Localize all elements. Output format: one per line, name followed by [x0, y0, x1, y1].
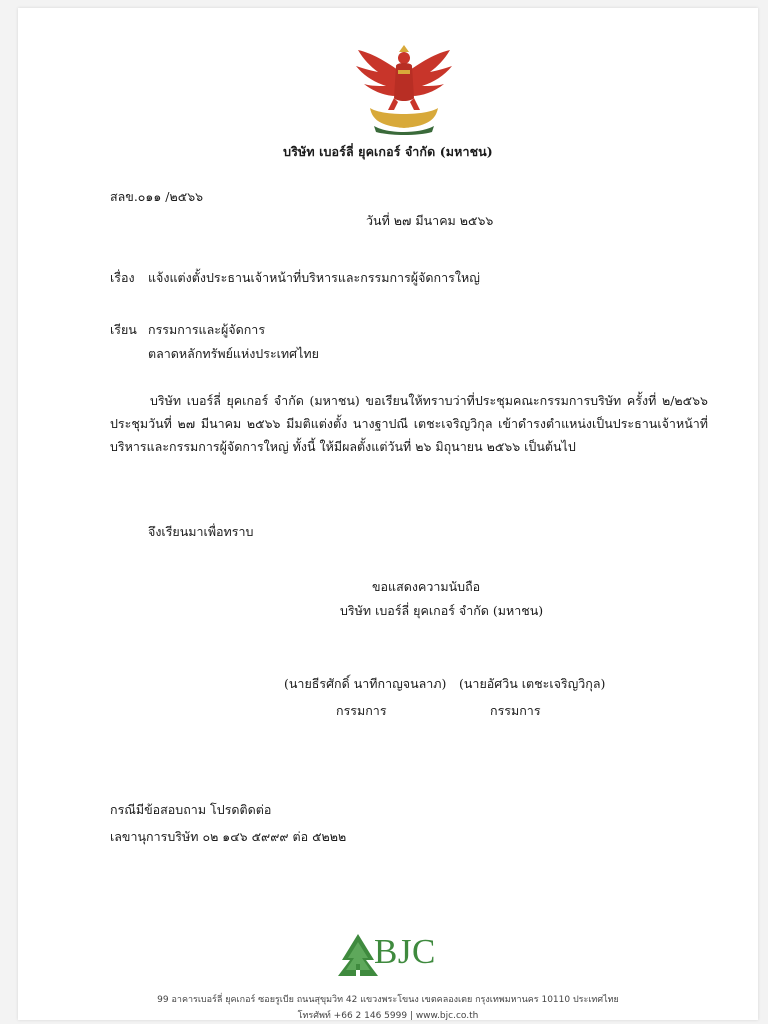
- subject-label: เรื่อง: [110, 270, 135, 285]
- company-title: บริษัท เบอร์ลี่ ยุคเกอร์ จำกัด (มหาชน): [283, 144, 493, 159]
- garuda-emblem-icon: [352, 44, 456, 136]
- letter-body: บริษัท เบอร์ลี่ ยุคเกอร์ จำกัด (มหาชน) ขอเรียนให้ทราบว่าที่ประชุมคณะกรรมการบริษัท ครั้งที่ ๒/๒๕๖๖ ประชุมวันที่ ๒๗ มีนาคม ๒๕๖๖ มีมติแต่งตั้ง นางฐาปณี เตชะเจริญวิกุล เข้าดำรงตำแหน่งเป็นประธานเจ้าหน้าที่บริหารและกรรมการผู้จัดการใหญ่ ทั้งนี้ ให้มีผลตั้งแต่วันที่ ๒๖ มิถุนายน ๒๕๖๖ เป็นต้นไป: [110, 393, 708, 454]
- regards-line: ขอแสดงความนับถือ: [372, 579, 481, 594]
- recipient-line-1: กรรมการและผู้จัดการ: [148, 322, 266, 337]
- signatory-name: (นายธีรศักดิ์ นาทีกาญจนลาภ): [284, 676, 447, 691]
- recipient-label: เรียน: [110, 322, 137, 337]
- footer-phone-web: โทรศัพท์ +66 2 146 5999 | www.bjc.co.th: [297, 1011, 479, 1021]
- letter-date: วันที่ ๒๗ มีนาคม ๒๕๖๖: [366, 213, 494, 228]
- letter-page: [18, 8, 758, 1020]
- closing-line: จึงเรียนมาเพื่อทราบ: [148, 524, 254, 539]
- regards-company: บริษัท เบอร์ลี่ ยุคเกอร์ จำกัด (มหาชน): [340, 603, 544, 618]
- signatory-title: กรรมการ: [336, 703, 387, 718]
- subject-text: แจ้งแต่งตั้งประธานเจ้าหน้าที่บริหารและกรรมการผู้จัดการใหญ่: [148, 270, 480, 285]
- contact-line-1: กรณีมีข้อสอบถาม โปรดติดต่อ: [110, 802, 272, 817]
- signatory-title: กรรมการ: [490, 703, 541, 718]
- footer-address: 99 อาคารเบอร์ลี่ ยุคเกอร์ ซอยรูเบีย ถนนสุขุมวิท 42 แขวงพระโขนง เขตคลองเตย กรุงเทพมหานคร 10110 ประเทศไทย: [157, 995, 619, 1005]
- reference-number: สลข.๐๑๑ /๒๕๖๖: [110, 189, 204, 204]
- recipient-line-2: ตลาดหลักทรัพย์แห่งประเทศไทย: [148, 346, 319, 361]
- bjc-logo-text: BJC: [374, 932, 436, 971]
- signatory-name: (นายอัศวิน เตชะเจริญวิกุล): [459, 676, 606, 691]
- contact-line-2: เลขานุการบริษัท ๐๒ ๑๔๖ ๕๙๙๙ ต่อ ๕๒๒๒: [110, 829, 347, 844]
